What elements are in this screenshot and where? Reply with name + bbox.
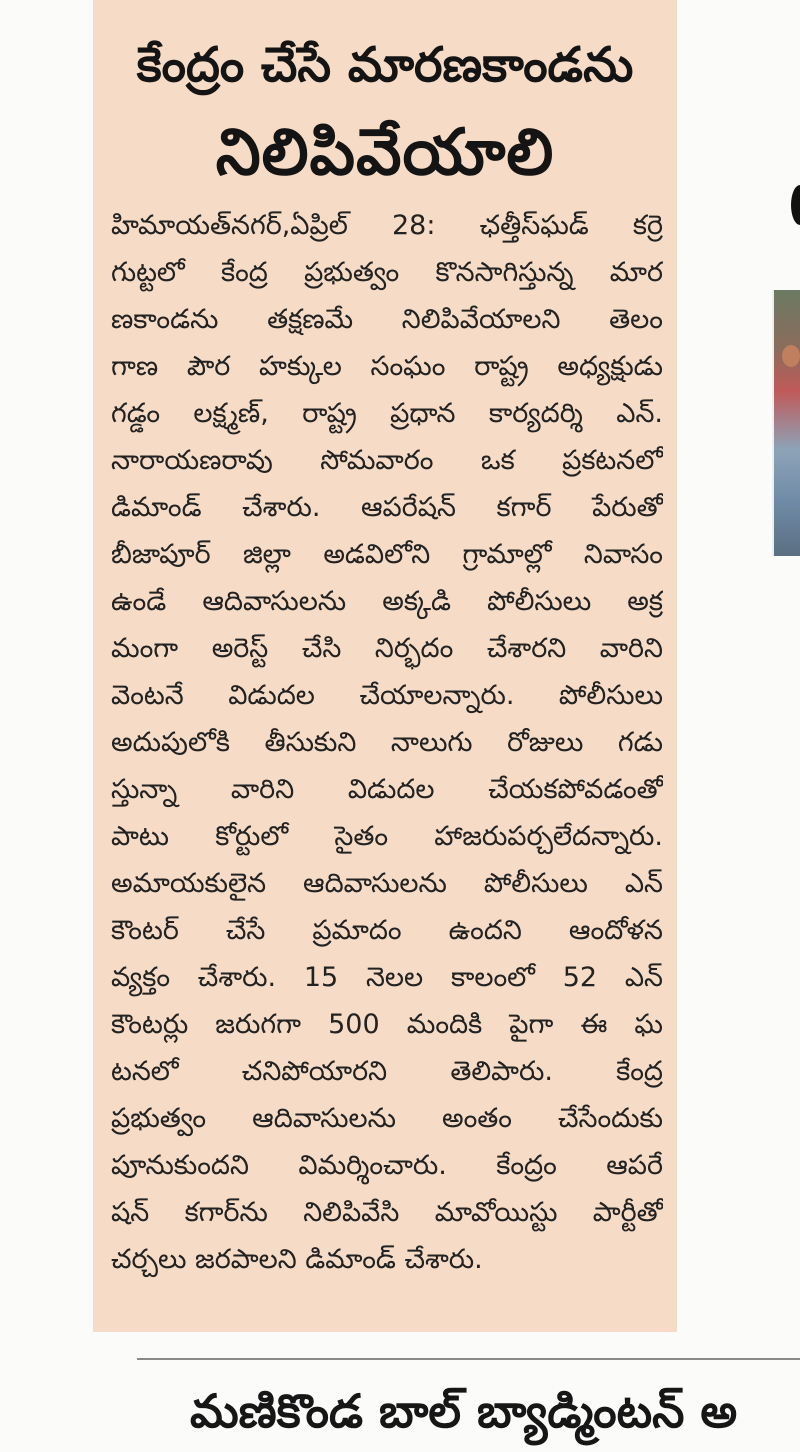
article-body-line: మంగా అరెస్ట్ చేసి నిర్భదం చేశారని వారిని (111, 633, 663, 664)
article-body-line: ప్రభుత్వం ఆదివాసులను అంతం చేసేందుకు (111, 1103, 663, 1134)
article-body-line: వ్యక్తం చేశారు. 15 నెలల కాలంలో 52 ఎన్ (111, 962, 663, 993)
article-body-line: గాణ పౌర హక్కుల సంఘం రాష్ట్ర అధ్యక్షుడు (111, 351, 663, 382)
article-body-line: షన్ కగార్‌ను నిలిపివేసి మావోయిస్టు పార్టీతో (111, 1197, 663, 1228)
article-body-line: స్తున్నా వారిని విడుదల చేయకపోవడంతో (111, 774, 663, 805)
article-body-line: అదుపులోకి తీసుకుని నాలుగు రోజులు గడు (111, 727, 663, 758)
article-body-line: ణకాండను తక్షణమే నిలిపివేయాలని తెలం (111, 304, 663, 335)
article-body-line: హిమాయత్‌నగర్,ఏప్రిల్ 28: ఛత్తీస్‌ఘడ్ కర్రె (111, 210, 663, 241)
divider-line (137, 1358, 800, 1360)
news-article (93, 0, 677, 1332)
article-body-line: కౌంటర్ చేసే ప్రమాదం ఉందని ఆందోళన (111, 915, 663, 946)
article-body-line: కౌంటర్లు జరుగగా 500 మందికి పైగా ఈ ఘ (111, 1009, 663, 1040)
article-body (111, 202, 663, 1283)
article-body-line: డిమాండ్ చేశారు. ఆపరేషన్ కగార్ పేరుతో (111, 492, 663, 523)
article-body-line: వెంటనే విడుదల చేయాలన్నారు. పోలీసులు (111, 680, 663, 711)
article-body-line: టనలో చనిపోయారని తెలిపారు. కేంద్ర (111, 1056, 663, 1087)
headline-line-1: కేంద్రం చేసే మారణకాండను (136, 37, 634, 93)
next-article-headline: మణికొండ బాల్ బ్యాడ్మింటన్ అ (190, 1384, 738, 1438)
article-body-line: ఉండే ఆదివాసులను అక్కడి పోలీసులు అక్ర (111, 586, 663, 617)
cropped-photo (772, 290, 800, 556)
article-body-line: నారాయణరావు సోమవారం ఒక ప్రకటనలో (111, 445, 663, 476)
cropped-headline-fragment (791, 185, 800, 225)
article-body-line: చర్చలు జరపాలని డిమాండ్ చేశారు. (111, 1244, 483, 1275)
article-body-line: పాటు కోర్టులో సైతం హాజరుపర్చలేదన్నారు. (111, 821, 663, 852)
article-body-line: అమాయకులైన ఆదివాసులను పోలీసులు ఎన్ (111, 868, 663, 899)
article-body-line: గడ్డం లక్ష్మణ్, రాష్ట్ర ప్రధాన కార్యదర్శి ఎన్. (111, 398, 663, 429)
article-body-line: బీజాపూర్ జిల్లా అడవిలోని గ్రామాల్లో నివాసం (111, 539, 663, 570)
article-body-line: పూనుకుందని విమర్శించారు. కేంద్రం ఆపరే (111, 1150, 663, 1181)
article-body-line: గుట్టలో కేంద్ర ప్రభుత్వం కొనసాగిస్తున్న మార (111, 257, 663, 288)
headline-line-2: నిలిపివేయాలి (215, 116, 555, 190)
